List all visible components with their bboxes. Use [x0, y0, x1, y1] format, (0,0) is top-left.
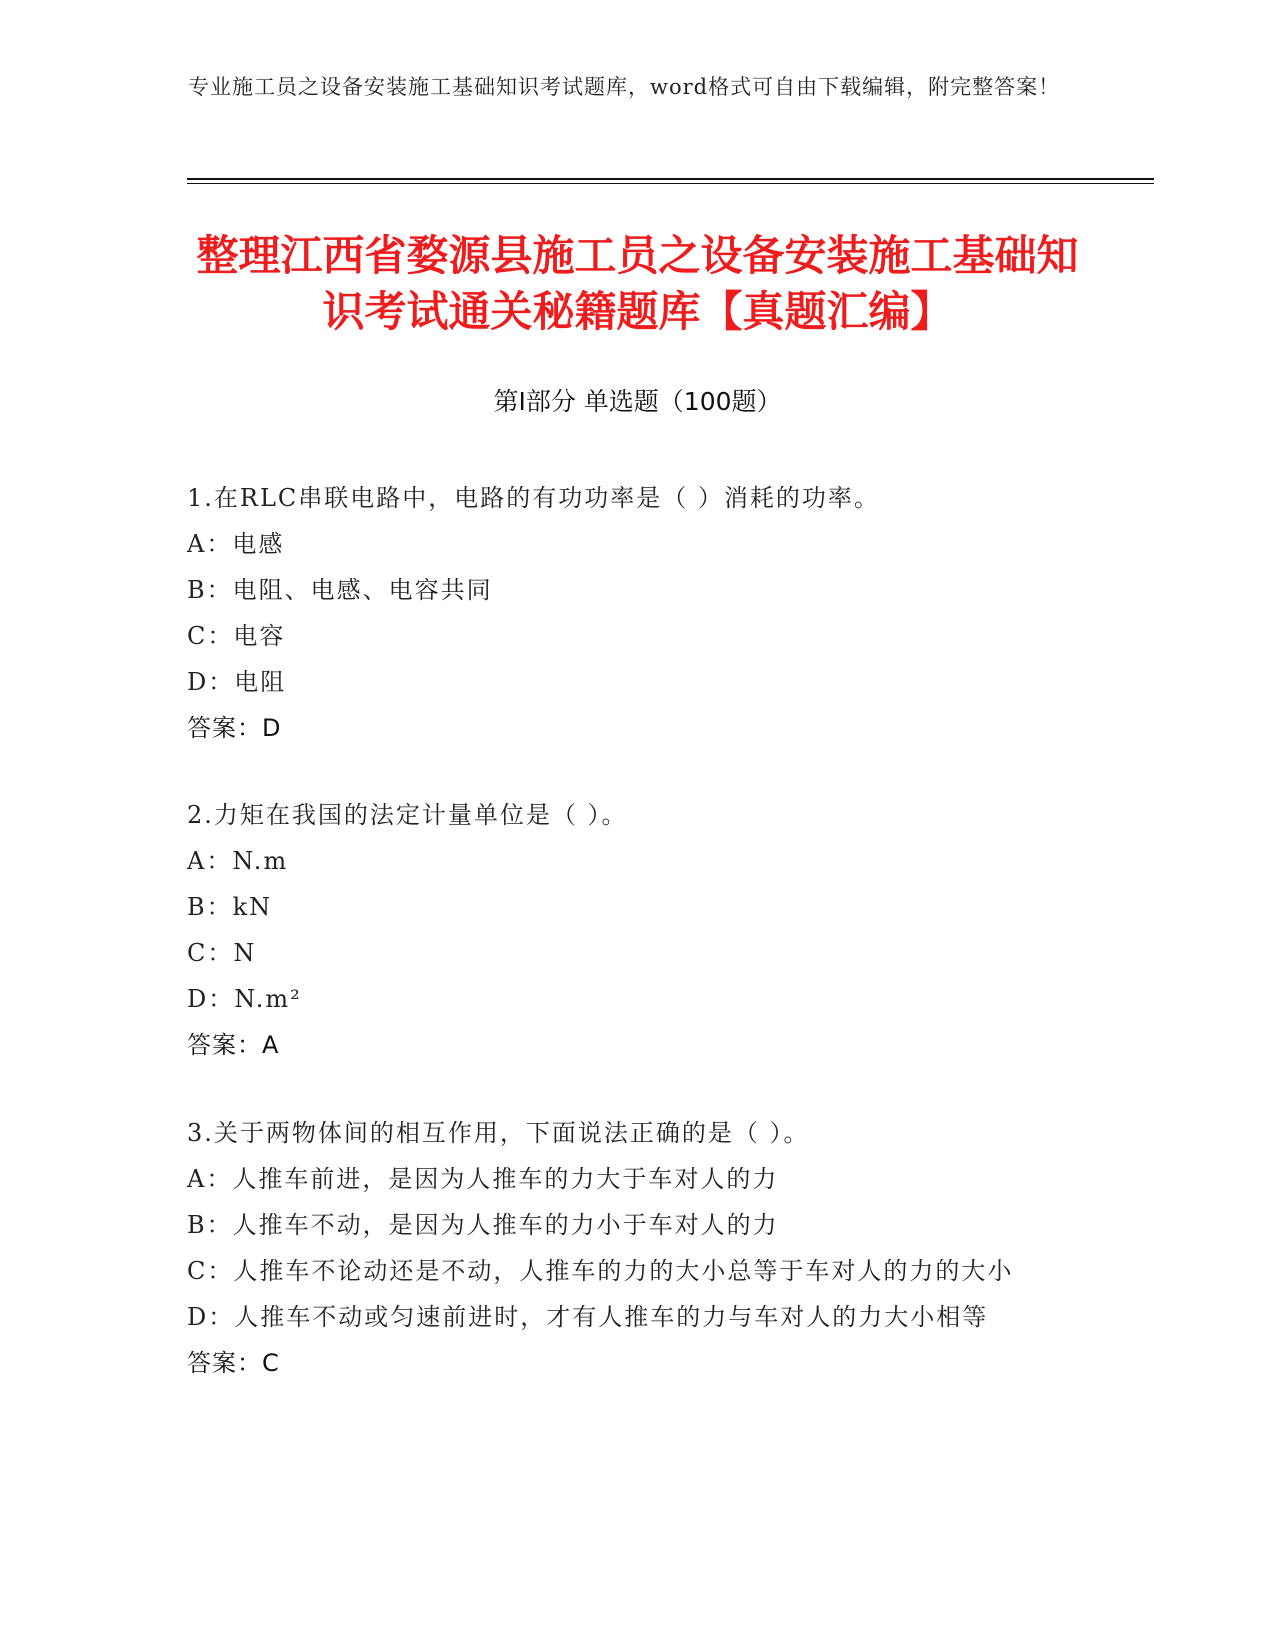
option-b — [187, 1202, 1067, 1248]
option-key: C： — [187, 939, 234, 967]
header-divider-thin — [187, 183, 1154, 184]
answer: 答案：D — [187, 714, 282, 742]
header-divider — [187, 178, 1154, 180]
option-text: kN — [232, 893, 273, 921]
question-stem: 1.在RLC串联电路中，电路的有功功率是（ ）消耗的功率。 — [187, 484, 880, 512]
question-stem: 3.关于两物体间的相互作用，下面说法正确的是（ ）。 — [187, 1119, 810, 1147]
option-text: 电容 — [233, 622, 286, 650]
option-text: 人推车不动，是因为人推车的力小于车对人的力 — [232, 1211, 779, 1239]
option-b — [187, 567, 1087, 613]
answer: 答案：A — [187, 1031, 280, 1059]
document-title: 整理江西省婺源县施工员之设备安装施工基础知识考试通关秘籍题库【真题汇编】 — [196, 231, 1079, 336]
option-a — [187, 521, 1087, 567]
option-text: 人推车前进，是因为人推车的力大于车对人的力 — [232, 1165, 779, 1193]
option-text: 电阻、电感、电容共同 — [232, 576, 493, 604]
option-d — [187, 1294, 1067, 1340]
option-c — [187, 613, 1087, 659]
option-d — [187, 659, 1087, 705]
question-stem: 2.力矩在我国的法定计量单位是（ ）。 — [187, 801, 628, 829]
option-text: N — [233, 939, 257, 967]
option-text: 电感 — [232, 530, 285, 558]
option-text: 人推车不动或匀速前进时，才有人推车的力与车对人的力大小相等 — [234, 1303, 989, 1331]
option-key: C： — [187, 622, 234, 650]
option-a — [187, 1156, 1067, 1202]
option-a — [187, 838, 1087, 884]
option-key: B： — [187, 893, 233, 921]
option-key: C： — [187, 1257, 234, 1285]
question-2 — [187, 792, 1087, 1068]
question-3 — [187, 1110, 1067, 1386]
option-text: 电阻 — [234, 668, 287, 696]
option-key: A： — [187, 530, 233, 558]
option-text: N.m² — [234, 985, 302, 1013]
header-note: 专业施工员之设备安装施工基础知识考试题库，word格式可自由下载编辑，附完整答案！ — [188, 75, 1061, 99]
question-1 — [187, 475, 1087, 751]
option-c — [187, 1248, 1067, 1294]
option-text: N.m — [232, 847, 289, 875]
option-b — [187, 884, 1087, 930]
option-text: 人推车不论动还是不动，人推车的力的大小总等于车对人的力的大小 — [233, 1257, 1014, 1285]
section-heading: 第Ⅰ部分 单选题（100题） — [493, 387, 782, 416]
option-key: D： — [187, 1303, 235, 1331]
option-key: A： — [187, 1165, 233, 1193]
option-key: B： — [187, 1211, 233, 1239]
option-key: A： — [187, 847, 233, 875]
option-key: D： — [187, 668, 235, 696]
option-c — [187, 930, 1087, 976]
option-d — [187, 976, 1087, 1022]
answer: 答案：C — [187, 1349, 280, 1377]
option-key: B： — [187, 576, 233, 604]
option-key: D： — [187, 985, 235, 1013]
